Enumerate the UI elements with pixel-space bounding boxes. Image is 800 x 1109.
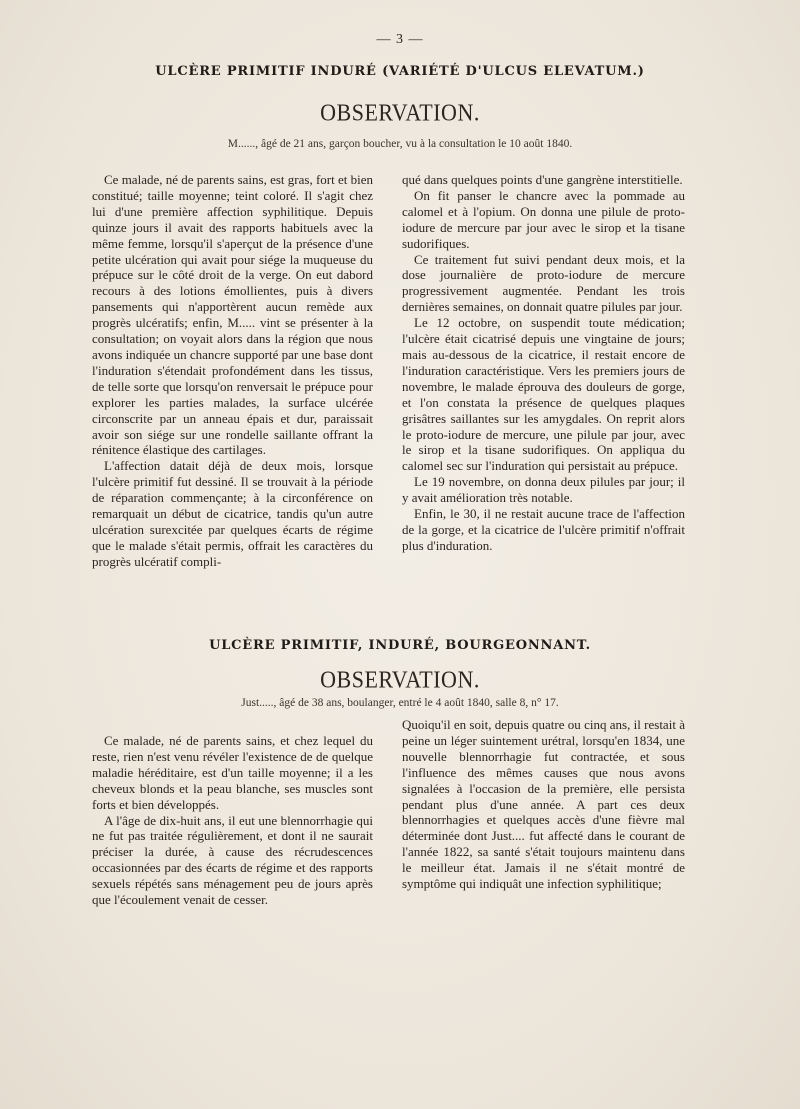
section-1-patient-line: M......, âgé de 21 ans, garçon boucher, vu à la consultation le 10 août 1840. bbox=[227, 138, 573, 150]
paragraph: A l'âge de dix-huit ans, il eut une blennorrhagie qui ne fut pas traitée régulièrement, et dont il ne saurait préciser la durée, à cause des récrudescences occasionnées par des écarts de régime et des rapports sexuels répétés sans ménagement peu de jours après que l'écoulement venait de cesser. bbox=[92, 812, 373, 908]
paragraph: Le 19 novembre, on donna deux pilules par jour; il y avait amélioration très notable. bbox=[402, 474, 685, 506]
page-number: — 3 — bbox=[376, 32, 424, 47]
paragraph: Quoiqu'il en soit, depuis quatre ou cinq ans, il restait à peine un léger suintement urétral, lorsqu'en 1834, une nouvelle blennorrhagie fut contractée, et sous l'influence des mêmes causes que nous avons signalées à l'occasion de la première, elle persista pendant plus d'une année. A part ces deux blennorrhagies et quelques accès d'une fièvre mal déterminée dont Just.... fut affecté dans le courant de l'année 1822, sa santé s'était toujours maintenu dans le meilleur état. Jamais il ne s'était montré de symptôme qui indiquât une infection syphilitique; bbox=[402, 717, 685, 892]
section-1-title: ULCÈRE PRIMITIF INDURÉ (VARIÉTÉ D'ULCUS ELEVATUM.) bbox=[155, 64, 645, 79]
paragraph: Ce malade, né de parents sains, et chez lequel du reste, rien n'est venu révéler l'existence de de quelque maladie héréditaire, est d'un taille moyenne; il a les cheveux blonds et la peau blanche, ses muscles sont forts et bien développés. bbox=[92, 733, 373, 812]
section-1-observation-heading: OBSERVATION. bbox=[320, 98, 480, 126]
section-1-right-column bbox=[402, 172, 685, 554]
paragraph: Le 12 octobre, on suspendit toute médication; l'ulcère était cicatrisé depuis une vingtaine de jours; mais au-dessous de la cicatrice, il restait encore de l'induration caractéristique. Vers les premiers jours de novembre, le malade éprouva des douleurs de gorge, et l'on constata la présence de quelques plaques grisâtres saillantes sur les amygdales. On reprit alors le proto-iodure de mercure, une pilule par jour, avec le sirop et la tisane sudorifiques. On appliqua du calomel sec sur l'induration qui persistait au prépuce. bbox=[402, 315, 685, 474]
paragraph: On fit panser le chancre avec la pommade au calomel et à l'opium. On donna une pilule de proto-iodure de mercure par jour avec le sirop et la tisane sudorifiques. bbox=[402, 187, 685, 251]
section-1-left-column bbox=[92, 172, 373, 570]
paragraph: Enfin, le 30, il ne restait aucune trace de l'affection de la gorge, et la cicatrice de l'ulcère primitif n'offrait plus d'induration. bbox=[402, 506, 685, 553]
section-2-observation-heading: OBSERVATION. bbox=[320, 665, 480, 693]
section-2-left-column bbox=[92, 733, 373, 908]
paragraph: qué dans quelques points d'une gangrène interstitielle. bbox=[402, 172, 683, 187]
section-2-patient-line: Just....., âgé de 38 ans, boulanger, entré le 4 août 1840, salle 8, n° 17. bbox=[241, 697, 559, 709]
paragraph: Ce traitement fut suivi pendant deux mois, et la dose journalière de proto-iodure de mercure progressivement augmentée. Pendant les trois dernières semaines, on donnait quatre pilules par jour. bbox=[402, 251, 685, 315]
paragraph: Ce malade, né de parents sains, est gras, fort et bien constitué; taille moyenne; teint coloré. Il s'agit chez lui d'une première affection syphilitique. Depuis quinze jours il avait des rapports habituels avec la même femme, lorsqu'il s'aperçut de la présence d'une petite ulcération qui avait pour siége la muqueuse du prépuce sur le côté droit de la verge. On eut dabord recours à des lotions émollientes, puis à divers pansements qui n'apportèrent aucun remède aux progrès ulcératifs; enfin, M..... vint se présenter à la consultation; on voyait alors dans la région que nous avons indiquée un chancre supporté par une base dont l'induration s'étendait profondément dans les tissus, de telle sorte que lorsqu'on renversait le prépuce pour explorer les parties malades, la surface ulcérée circonscrite par un anneau épais et dur, paraissait avoir son siége sur une rondelle saillante offrant la rénitence élastique des cartilages. bbox=[92, 172, 373, 458]
paragraph: L'affection datait déjà de deux mois, lorsque l'ulcère primitif fut dessiné. Il se trouvait à la période de réparation commençante; à la circonférence on remarquait un début de cicatrice, tandis qu'un autre ulcération surexcitée par quelques écarts de régime que le malade s'était permis, offrait les caractères du progrès ulcératif compli- bbox=[92, 458, 373, 569]
section-2-right-column bbox=[402, 717, 685, 892]
section-2-title: ULCÈRE PRIMITIF, INDURÉ, BOURGEONNANT. bbox=[209, 638, 591, 653]
